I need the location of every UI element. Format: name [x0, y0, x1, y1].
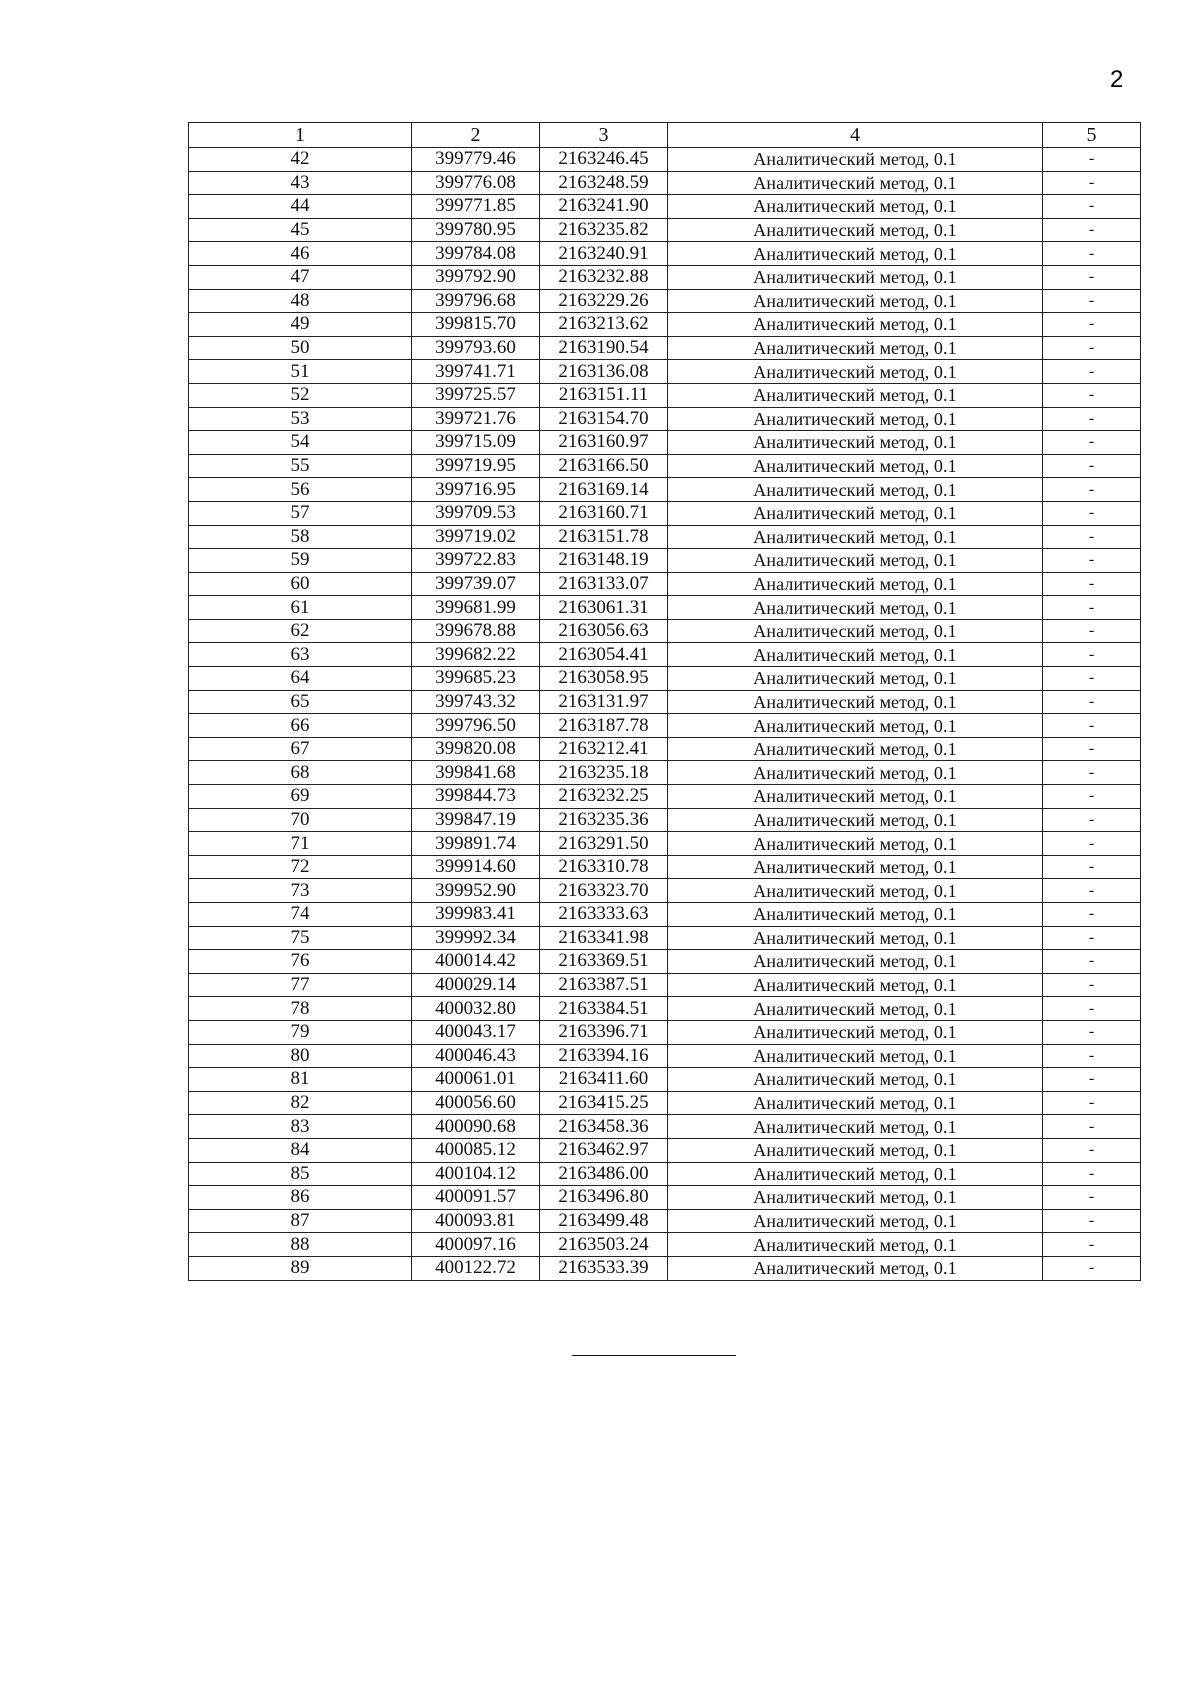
x-coordinate-cell: 400029.14 — [412, 973, 540, 997]
point-number-cell: 70 — [189, 808, 412, 832]
table-row — [189, 336, 1141, 360]
description-cell: - — [1043, 690, 1141, 714]
table-row — [189, 407, 1141, 431]
table-row — [189, 1115, 1141, 1139]
point-number-cell: 75 — [189, 926, 412, 950]
description-cell: - — [1043, 1209, 1141, 1233]
description-cell: - — [1043, 289, 1141, 313]
y-coordinate-cell: 2163235.18 — [540, 761, 668, 785]
x-coordinate-cell: 399952.90 — [412, 879, 540, 903]
y-coordinate-cell: 2163341.98 — [540, 926, 668, 950]
x-coordinate-cell: 400061.01 — [412, 1068, 540, 1092]
x-coordinate-cell: 400093.81 — [412, 1209, 540, 1233]
table-row — [189, 454, 1141, 478]
point-number-cell: 65 — [189, 690, 412, 714]
x-coordinate-cell: 400014.42 — [412, 950, 540, 974]
method-cell: Аналитический метод, 0.1 — [668, 171, 1043, 195]
end-of-document-line — [572, 1355, 736, 1356]
table-row — [189, 1044, 1141, 1068]
table-body — [189, 148, 1141, 1281]
point-number-cell: 46 — [189, 242, 412, 266]
y-coordinate-cell: 2163415.25 — [540, 1091, 668, 1115]
description-cell: - — [1043, 926, 1141, 950]
point-number-cell: 84 — [189, 1138, 412, 1162]
method-cell: Аналитический метод, 0.1 — [668, 1209, 1043, 1233]
point-number-cell: 78 — [189, 997, 412, 1021]
y-coordinate-cell: 2163462.97 — [540, 1138, 668, 1162]
x-coordinate-cell: 399715.09 — [412, 431, 540, 455]
table-row — [189, 690, 1141, 714]
method-cell: Аналитический метод, 0.1 — [668, 973, 1043, 997]
x-coordinate-cell: 399678.88 — [412, 619, 540, 643]
y-coordinate-cell: 2163190.54 — [540, 336, 668, 360]
table-row — [189, 148, 1141, 172]
coordinates-table — [188, 122, 1141, 1281]
y-coordinate-cell: 2163169.14 — [540, 478, 668, 502]
y-coordinate-cell: 2163291.50 — [540, 832, 668, 856]
table-row — [189, 643, 1141, 667]
point-number-cell: 79 — [189, 1020, 412, 1044]
description-cell: - — [1043, 454, 1141, 478]
point-number-cell: 81 — [189, 1068, 412, 1092]
x-coordinate-cell: 399793.60 — [412, 336, 540, 360]
description-cell: - — [1043, 1115, 1141, 1139]
column-header-5: 5 — [1043, 123, 1141, 148]
description-cell: - — [1043, 1091, 1141, 1115]
point-number-cell: 74 — [189, 903, 412, 927]
y-coordinate-cell: 2163323.70 — [540, 879, 668, 903]
y-coordinate-cell: 2163187.78 — [540, 714, 668, 738]
method-cell: Аналитический метод, 0.1 — [668, 313, 1043, 337]
x-coordinate-cell: 399796.68 — [412, 289, 540, 313]
y-coordinate-cell: 2163333.63 — [540, 903, 668, 927]
y-coordinate-cell: 2163148.19 — [540, 549, 668, 573]
method-cell: Аналитический метод, 0.1 — [668, 997, 1043, 1021]
table-row — [189, 195, 1141, 219]
y-coordinate-cell: 2163151.78 — [540, 525, 668, 549]
description-cell: - — [1043, 195, 1141, 219]
description-cell: - — [1043, 785, 1141, 809]
description-cell: - — [1043, 431, 1141, 455]
y-coordinate-cell: 2163136.08 — [540, 360, 668, 384]
point-number-cell: 77 — [189, 973, 412, 997]
y-coordinate-cell: 2163499.48 — [540, 1209, 668, 1233]
y-coordinate-cell: 2163248.59 — [540, 171, 668, 195]
table-row — [189, 1068, 1141, 1092]
table-row — [189, 1256, 1141, 1280]
method-cell: Аналитический метод, 0.1 — [668, 218, 1043, 242]
point-number-cell: 85 — [189, 1162, 412, 1186]
table-row — [189, 619, 1141, 643]
x-coordinate-cell: 399771.85 — [412, 195, 540, 219]
description-cell: - — [1043, 501, 1141, 525]
method-cell: Аналитический метод, 0.1 — [668, 407, 1043, 431]
x-coordinate-cell: 399739.07 — [412, 572, 540, 596]
y-coordinate-cell: 2163387.51 — [540, 973, 668, 997]
table-row — [189, 714, 1141, 738]
method-cell: Аналитический метод, 0.1 — [668, 596, 1043, 620]
page-number: 2 — [1110, 66, 1124, 93]
y-coordinate-cell: 2163235.82 — [540, 218, 668, 242]
description-cell: - — [1043, 525, 1141, 549]
method-cell: Аналитический метод, 0.1 — [668, 148, 1043, 172]
table-row — [189, 431, 1141, 455]
point-number-cell: 55 — [189, 454, 412, 478]
table-row — [189, 832, 1141, 856]
y-coordinate-cell: 2163212.41 — [540, 737, 668, 761]
x-coordinate-cell: 400043.17 — [412, 1020, 540, 1044]
y-coordinate-cell: 2163160.71 — [540, 501, 668, 525]
y-coordinate-cell: 2163229.26 — [540, 289, 668, 313]
table-row — [189, 737, 1141, 761]
x-coordinate-cell: 400097.16 — [412, 1233, 540, 1257]
method-cell: Аналитический метод, 0.1 — [668, 1233, 1043, 1257]
x-coordinate-cell: 400090.68 — [412, 1115, 540, 1139]
y-coordinate-cell: 2163396.71 — [540, 1020, 668, 1044]
table-row — [189, 1186, 1141, 1210]
point-number-cell: 87 — [189, 1209, 412, 1233]
description-cell: - — [1043, 383, 1141, 407]
table-row — [189, 549, 1141, 573]
description-cell: - — [1043, 478, 1141, 502]
x-coordinate-cell: 399722.83 — [412, 549, 540, 573]
method-cell: Аналитический метод, 0.1 — [668, 761, 1043, 785]
y-coordinate-cell: 2163486.00 — [540, 1162, 668, 1186]
y-coordinate-cell: 2163384.51 — [540, 997, 668, 1021]
point-number-cell: 58 — [189, 525, 412, 549]
method-cell: Аналитический метод, 0.1 — [668, 667, 1043, 691]
table-row — [189, 525, 1141, 549]
x-coordinate-cell: 399784.08 — [412, 242, 540, 266]
method-cell: Аналитический метод, 0.1 — [668, 808, 1043, 832]
method-cell: Аналитический метод, 0.1 — [668, 643, 1043, 667]
point-number-cell: 49 — [189, 313, 412, 337]
y-coordinate-cell: 2163213.62 — [540, 313, 668, 337]
method-cell: Аналитический метод, 0.1 — [668, 855, 1043, 879]
method-cell: Аналитический метод, 0.1 — [668, 478, 1043, 502]
table-row — [189, 383, 1141, 407]
y-coordinate-cell: 2163232.88 — [540, 265, 668, 289]
point-number-cell: 59 — [189, 549, 412, 573]
method-cell: Аналитический метод, 0.1 — [668, 950, 1043, 974]
y-coordinate-cell: 2163160.97 — [540, 431, 668, 455]
point-number-cell: 68 — [189, 761, 412, 785]
method-cell: Аналитический метод, 0.1 — [668, 1115, 1043, 1139]
x-coordinate-cell: 399891.74 — [412, 832, 540, 856]
method-cell: Аналитический метод, 0.1 — [668, 501, 1043, 525]
method-cell: Аналитический метод, 0.1 — [668, 1020, 1043, 1044]
description-cell: - — [1043, 737, 1141, 761]
description-cell: - — [1043, 218, 1141, 242]
x-coordinate-cell: 399743.32 — [412, 690, 540, 714]
description-cell: - — [1043, 596, 1141, 620]
y-coordinate-cell: 2163458.36 — [540, 1115, 668, 1139]
description-cell: - — [1043, 950, 1141, 974]
description-cell: - — [1043, 903, 1141, 927]
method-cell: Аналитический метод, 0.1 — [668, 714, 1043, 738]
table-row — [189, 1091, 1141, 1115]
method-cell: Аналитический метод, 0.1 — [668, 785, 1043, 809]
description-cell: - — [1043, 667, 1141, 691]
description-cell: - — [1043, 407, 1141, 431]
y-coordinate-cell: 2163496.80 — [540, 1186, 668, 1210]
y-coordinate-cell: 2163310.78 — [540, 855, 668, 879]
point-number-cell: 86 — [189, 1186, 412, 1210]
table-row — [189, 950, 1141, 974]
point-number-cell: 76 — [189, 950, 412, 974]
description-cell: - — [1043, 808, 1141, 832]
method-cell: Аналитический метод, 0.1 — [668, 1068, 1043, 1092]
method-cell: Аналитический метод, 0.1 — [668, 1091, 1043, 1115]
table-row — [189, 1209, 1141, 1233]
point-number-cell: 50 — [189, 336, 412, 360]
method-cell: Аналитический метод, 0.1 — [668, 832, 1043, 856]
y-coordinate-cell: 2163503.24 — [540, 1233, 668, 1257]
table-row — [189, 1162, 1141, 1186]
y-coordinate-cell: 2163131.97 — [540, 690, 668, 714]
point-number-cell: 62 — [189, 619, 412, 643]
method-cell: Аналитический метод, 0.1 — [668, 383, 1043, 407]
point-number-cell: 53 — [189, 407, 412, 431]
point-number-cell: 66 — [189, 714, 412, 738]
table-row — [189, 1138, 1141, 1162]
x-coordinate-cell: 399719.95 — [412, 454, 540, 478]
method-cell: Аналитический метод, 0.1 — [668, 265, 1043, 289]
point-number-cell: 54 — [189, 431, 412, 455]
method-cell: Аналитический метод, 0.1 — [668, 1256, 1043, 1280]
method-cell: Аналитический метод, 0.1 — [668, 195, 1043, 219]
description-cell: - — [1043, 997, 1141, 1021]
table-row — [189, 808, 1141, 832]
description-cell: - — [1043, 1186, 1141, 1210]
x-coordinate-cell: 399719.02 — [412, 525, 540, 549]
description-cell: - — [1043, 1162, 1141, 1186]
point-number-cell: 88 — [189, 1233, 412, 1257]
y-coordinate-cell: 2163058.95 — [540, 667, 668, 691]
point-number-cell: 69 — [189, 785, 412, 809]
point-number-cell: 73 — [189, 879, 412, 903]
method-cell: Аналитический метод, 0.1 — [668, 879, 1043, 903]
point-number-cell: 42 — [189, 148, 412, 172]
method-cell: Аналитический метод, 0.1 — [668, 690, 1043, 714]
table-row — [189, 171, 1141, 195]
x-coordinate-cell: 400091.57 — [412, 1186, 540, 1210]
y-coordinate-cell: 2163533.39 — [540, 1256, 668, 1280]
y-coordinate-cell: 2163369.51 — [540, 950, 668, 974]
y-coordinate-cell: 2163411.60 — [540, 1068, 668, 1092]
x-coordinate-cell: 399779.46 — [412, 148, 540, 172]
description-cell: - — [1043, 313, 1141, 337]
x-coordinate-cell: 399914.60 — [412, 855, 540, 879]
table-row — [189, 242, 1141, 266]
method-cell: Аналитический метод, 0.1 — [668, 360, 1043, 384]
description-cell: - — [1043, 549, 1141, 573]
description-cell: - — [1043, 1020, 1141, 1044]
x-coordinate-cell: 399796.50 — [412, 714, 540, 738]
point-number-cell: 51 — [189, 360, 412, 384]
point-number-cell: 71 — [189, 832, 412, 856]
table-row — [189, 360, 1141, 384]
method-cell: Аналитический метод, 0.1 — [668, 572, 1043, 596]
method-cell: Аналитический метод, 0.1 — [668, 737, 1043, 761]
method-cell: Аналитический метод, 0.1 — [668, 1138, 1043, 1162]
x-coordinate-cell: 399847.19 — [412, 808, 540, 832]
point-number-cell: 57 — [189, 501, 412, 525]
y-coordinate-cell: 2163056.63 — [540, 619, 668, 643]
description-cell: - — [1043, 1138, 1141, 1162]
x-coordinate-cell: 400104.12 — [412, 1162, 540, 1186]
description-cell: - — [1043, 973, 1141, 997]
column-header-2: 2 — [412, 123, 540, 148]
point-number-cell: 60 — [189, 572, 412, 596]
description-cell: - — [1043, 572, 1141, 596]
x-coordinate-cell: 399992.34 — [412, 926, 540, 950]
point-number-cell: 83 — [189, 1115, 412, 1139]
table-row — [189, 785, 1141, 809]
y-coordinate-cell: 2163240.91 — [540, 242, 668, 266]
method-cell: Аналитический метод, 0.1 — [668, 1044, 1043, 1068]
description-cell: - — [1043, 643, 1141, 667]
column-header-3: 3 — [540, 123, 668, 148]
description-cell: - — [1043, 242, 1141, 266]
table-row — [189, 572, 1141, 596]
method-cell: Аналитический метод, 0.1 — [668, 619, 1043, 643]
table-row — [189, 1233, 1141, 1257]
x-coordinate-cell: 399780.95 — [412, 218, 540, 242]
table-row — [189, 289, 1141, 313]
method-cell: Аналитический метод, 0.1 — [668, 903, 1043, 927]
table-row — [189, 218, 1141, 242]
x-coordinate-cell: 400085.12 — [412, 1138, 540, 1162]
point-number-cell: 56 — [189, 478, 412, 502]
table-header-row — [189, 123, 1141, 148]
table-row — [189, 926, 1141, 950]
y-coordinate-cell: 2163232.25 — [540, 785, 668, 809]
point-number-cell: 45 — [189, 218, 412, 242]
y-coordinate-cell: 2163061.31 — [540, 596, 668, 620]
y-coordinate-cell: 2163151.11 — [540, 383, 668, 407]
table-row — [189, 973, 1141, 997]
x-coordinate-cell: 399682.22 — [412, 643, 540, 667]
description-cell: - — [1043, 1256, 1141, 1280]
x-coordinate-cell: 399776.08 — [412, 171, 540, 195]
method-cell: Аналитический метод, 0.1 — [668, 242, 1043, 266]
x-coordinate-cell: 400032.80 — [412, 997, 540, 1021]
description-cell: - — [1043, 265, 1141, 289]
description-cell: - — [1043, 832, 1141, 856]
method-cell: Аналитический метод, 0.1 — [668, 1162, 1043, 1186]
description-cell: - — [1043, 148, 1141, 172]
x-coordinate-cell: 400122.72 — [412, 1256, 540, 1280]
point-number-cell: 80 — [189, 1044, 412, 1068]
method-cell: Аналитический метод, 0.1 — [668, 1186, 1043, 1210]
y-coordinate-cell: 2163394.16 — [540, 1044, 668, 1068]
point-number-cell: 67 — [189, 737, 412, 761]
table-row — [189, 667, 1141, 691]
x-coordinate-cell: 399709.53 — [412, 501, 540, 525]
description-cell: - — [1043, 171, 1141, 195]
point-number-cell: 48 — [189, 289, 412, 313]
x-coordinate-cell: 399721.76 — [412, 407, 540, 431]
column-header-4: 4 — [668, 123, 1043, 148]
description-cell: - — [1043, 360, 1141, 384]
point-number-cell: 52 — [189, 383, 412, 407]
x-coordinate-cell: 399844.73 — [412, 785, 540, 809]
x-coordinate-cell: 399685.23 — [412, 667, 540, 691]
description-cell: - — [1043, 1233, 1141, 1257]
y-coordinate-cell: 2163166.50 — [540, 454, 668, 478]
description-cell: - — [1043, 714, 1141, 738]
point-number-cell: 61 — [189, 596, 412, 620]
description-cell: - — [1043, 879, 1141, 903]
y-coordinate-cell: 2163235.36 — [540, 808, 668, 832]
point-number-cell: 89 — [189, 1256, 412, 1280]
x-coordinate-cell: 399725.57 — [412, 383, 540, 407]
table-row — [189, 997, 1141, 1021]
x-coordinate-cell: 400046.43 — [412, 1044, 540, 1068]
table-row — [189, 265, 1141, 289]
table-row — [189, 501, 1141, 525]
method-cell: Аналитический метод, 0.1 — [668, 431, 1043, 455]
point-number-cell: 63 — [189, 643, 412, 667]
y-coordinate-cell: 2163133.07 — [540, 572, 668, 596]
point-number-cell: 44 — [189, 195, 412, 219]
description-cell: - — [1043, 336, 1141, 360]
description-cell: - — [1043, 855, 1141, 879]
point-number-cell: 82 — [189, 1091, 412, 1115]
point-number-cell: 72 — [189, 855, 412, 879]
table-row — [189, 596, 1141, 620]
point-number-cell: 47 — [189, 265, 412, 289]
x-coordinate-cell: 399820.08 — [412, 737, 540, 761]
x-coordinate-cell: 399792.90 — [412, 265, 540, 289]
description-cell: - — [1043, 619, 1141, 643]
description-cell: - — [1043, 761, 1141, 785]
y-coordinate-cell: 2163246.45 — [540, 148, 668, 172]
x-coordinate-cell: 399681.99 — [412, 596, 540, 620]
method-cell: Аналитический метод, 0.1 — [668, 454, 1043, 478]
y-coordinate-cell: 2163154.70 — [540, 407, 668, 431]
x-coordinate-cell: 399841.68 — [412, 761, 540, 785]
x-coordinate-cell: 399716.95 — [412, 478, 540, 502]
x-coordinate-cell: 399741.71 — [412, 360, 540, 384]
table-row — [189, 313, 1141, 337]
column-header-1: 1 — [189, 123, 412, 148]
table-row — [189, 761, 1141, 785]
method-cell: Аналитический метод, 0.1 — [668, 926, 1043, 950]
description-cell: - — [1043, 1044, 1141, 1068]
method-cell: Аналитический метод, 0.1 — [668, 336, 1043, 360]
point-number-cell: 43 — [189, 171, 412, 195]
method-cell: Аналитический метод, 0.1 — [668, 289, 1043, 313]
x-coordinate-cell: 400056.60 — [412, 1091, 540, 1115]
x-coordinate-cell: 399983.41 — [412, 903, 540, 927]
y-coordinate-cell: 2163241.90 — [540, 195, 668, 219]
point-number-cell: 64 — [189, 667, 412, 691]
y-coordinate-cell: 2163054.41 — [540, 643, 668, 667]
table-row — [189, 903, 1141, 927]
method-cell: Аналитический метод, 0.1 — [668, 525, 1043, 549]
method-cell: Аналитический метод, 0.1 — [668, 549, 1043, 573]
table-row — [189, 879, 1141, 903]
table-row — [189, 478, 1141, 502]
table-row — [189, 855, 1141, 879]
table-row — [189, 1020, 1141, 1044]
description-cell: - — [1043, 1068, 1141, 1092]
x-coordinate-cell: 399815.70 — [412, 313, 540, 337]
